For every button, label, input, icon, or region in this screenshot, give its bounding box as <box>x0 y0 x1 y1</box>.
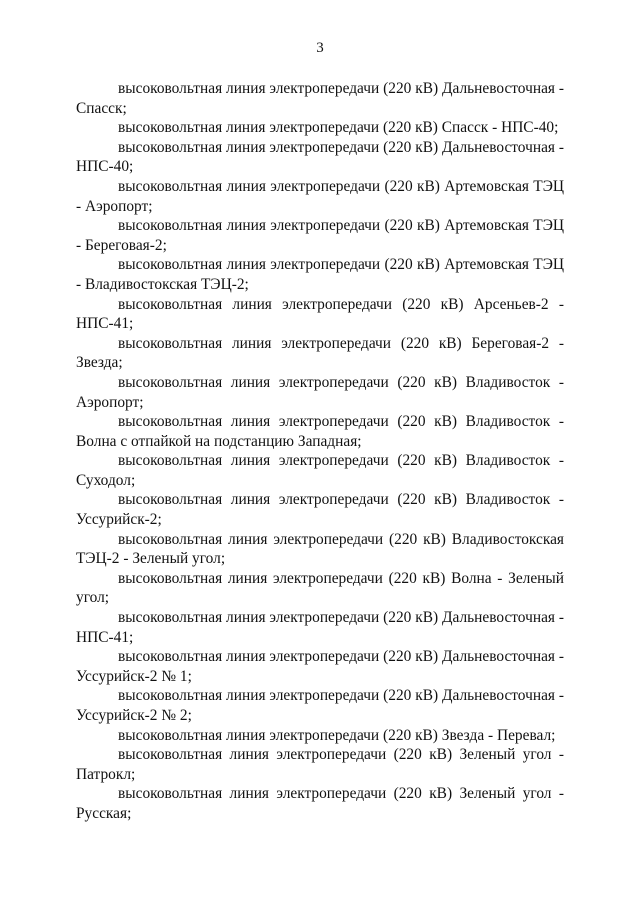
list-item: высоковольтная линия электропередачи (220 кВ) Артемовская ТЭЦ - Аэропорт; <box>76 177 564 215</box>
list-item: высоковольтная линия электропередачи (220 кВ) Артемовская ТЭЦ - Владивостокская ТЭЦ-2; <box>76 256 564 293</box>
list-item: высоковольтная линия электропередачи (220 кВ) Дальневосточная - Уссурийск-2 № 2; <box>76 687 564 724</box>
list-item: высоковольтная линия электропередачи (220 кВ) Спасск - НПС-40; <box>118 119 559 137</box>
list-item: высоковольтная линия электропередачи (220 кВ) Дальневосточная - Уссурийск-2 № 1; <box>76 648 564 685</box>
list-item: высоковольтная линия электропередачи (220 кВ) Владивосток - Аэропорт; <box>76 373 564 411</box>
list-item: высоковольтная линия электропередачи (220 кВ) Владивосток - Суходол; <box>76 452 564 489</box>
list-item: высоковольтная линия электропередачи (220 кВ) Береговая-2 - Звезда; <box>76 334 564 372</box>
list-item: высоковольтная линия электропередачи (220 кВ) Дальневосточная - НПС-40; <box>76 138 564 176</box>
list-item: высоковольтная линия электропередачи (220 кВ) Звезда - Перевал; <box>118 726 556 744</box>
list-item: высоковольтная линия электропередачи (220 кВ) Арсеньев-2 - НПС-41; <box>76 295 564 333</box>
list-item: высоковольтная линия электропередачи (220 кВ) Владивосток - Уссурийск-2; <box>76 491 564 529</box>
list-item: высоковольтная линия электропередачи (220 кВ) Волна - Зеленый угол; <box>76 569 564 607</box>
list-item: высоковольтная линия электропередачи (220 кВ) Зеленый угол - Русская; <box>76 785 564 822</box>
list-item: высоковольтная линия электропередачи (220 кВ) Владивосток - Волна с отпайкой на подстанцию Западная; <box>76 413 564 450</box>
list-item: высоковольтная линия электропередачи (220 кВ) Владивостокская ТЭЦ-2 - Зеленый угол; <box>76 530 564 568</box>
page-number: 3 <box>316 40 324 56</box>
list-item: высоковольтная линия электропередачи (220 кВ) Дальневосточная - Спасск; <box>76 80 564 117</box>
list-item: высоковольтная линия электропередачи (220 кВ) Артемовская ТЭЦ - Береговая-2; <box>76 217 564 254</box>
list-item: высоковольтная линия электропередачи (220 кВ) Зеленый угол - Патрокл; <box>76 746 564 783</box>
list-item: высоковольтная линия электропередачи (220 кВ) Дальневосточная - НПС-41; <box>76 609 564 646</box>
document-body <box>76 79 564 824</box>
